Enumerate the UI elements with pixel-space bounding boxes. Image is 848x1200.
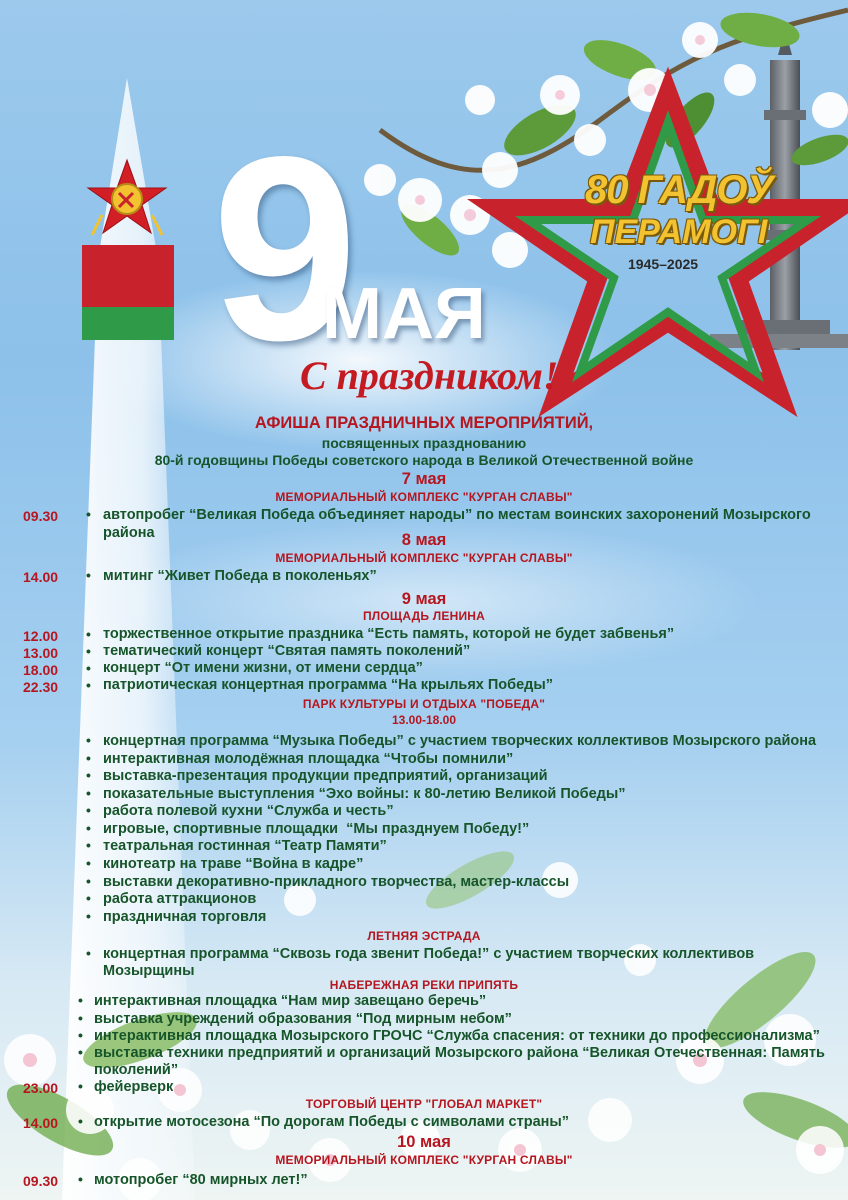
- list-item: показательные выступления “Эхо войны: к 80-летию Великой Победы”: [103, 786, 626, 802]
- list-item-cont: поколений”: [94, 1062, 179, 1078]
- venue-kurgan-slavy-8: МЕМОРИАЛЬНЫЙ КОМПЛЕКС "КУРГАН СЛАВЫ": [275, 551, 573, 565]
- list-item: выставка техники предприятий и организаций Мозырского района “Великая Отечественная: Память: [94, 1045, 825, 1061]
- event-text: автопробег “Великая Победа объединяет народы” по местам воинских захоронений Мозырского: [103, 507, 811, 523]
- bullet: •: [86, 945, 91, 961]
- date-may-8: 8 мая: [401, 531, 447, 549]
- emblem-years: 1945–2025: [628, 256, 699, 272]
- list-item: театральная гостинная “Театр Памяти”: [103, 838, 387, 854]
- event-time: 23.00: [23, 1080, 59, 1096]
- event-text: концерт “От имени жизни, от имени сердца”: [103, 660, 423, 676]
- list-item: праздничная торговля: [103, 909, 267, 925]
- bullet: •: [86, 677, 91, 693]
- bullet: •: [86, 626, 91, 642]
- event-time: 09.30: [23, 1173, 59, 1189]
- event-time: 09.30: [23, 508, 59, 524]
- date-may-10: 10 мая: [397, 1133, 451, 1151]
- greeting: С праздником!: [300, 353, 559, 398]
- event-text-cont: района: [103, 525, 155, 541]
- list-item: кинотеатр на траве “Война в кадре”: [103, 856, 364, 872]
- list-item: интерактивная молодёжная площадка “Чтобы помнили”: [103, 751, 514, 767]
- bullet: •: [86, 855, 91, 871]
- venue-pripyat-embankment: НАБЕРЕЖНАЯ РЕКИ ПРИПЯТЬ: [329, 978, 519, 992]
- bullet: •: [86, 660, 91, 676]
- poster-subtitle-2: 80-й годовщины Победы советского народа в Великой Отечественной войне: [154, 452, 694, 468]
- bullet: •: [86, 567, 91, 583]
- list-item: работа аттракционов: [103, 891, 257, 907]
- emblem-line-2: ПЕРАМОГІ: [590, 213, 768, 251]
- list-item: интерактивная площадка Мозырского ГРОЧС “Служба спасения: от техники до профессионализма”: [94, 1028, 820, 1044]
- date-may-9: 9 мая: [401, 590, 447, 608]
- bullet: •: [86, 506, 91, 522]
- day-number: 9: [212, 102, 358, 395]
- bullet: •: [78, 1010, 83, 1026]
- bullet: •: [86, 820, 91, 836]
- event-text: мотопробег “80 мирных лет!”: [94, 1172, 308, 1188]
- venue-lenin-square: ПЛОЩАДЬ ЛЕНИНА: [362, 609, 486, 623]
- list-item: игровые, спортивные площадки “Мы празднуем Победу!”: [103, 821, 530, 837]
- event-text: митинг “Живет Победа в поколеньях”: [103, 568, 377, 584]
- bullet: •: [78, 1027, 83, 1043]
- park-time-range: 13.00-18.00: [391, 713, 457, 727]
- venue-park-pobeda: ПАРК КУЛЬТУРЫ И ОТДЫХА "ПОБЕДА": [302, 697, 546, 711]
- event-text: открытие мотосезона “По дорогам Победы с символами страны”: [94, 1114, 570, 1130]
- emblem-line-1: 80 ГАДОЎ: [585, 168, 773, 212]
- list-item: концертная программа “Музыка Победы” с участием творческих коллективов Мозырского района: [103, 733, 817, 749]
- list-item: выставка учреждений образования “Под мирным небом”: [94, 1011, 512, 1027]
- event-text: фейерверк: [94, 1079, 174, 1095]
- bullet: •: [78, 992, 83, 1008]
- event-time: 12.00: [23, 628, 59, 644]
- venue-global-market: ТОРГОВЫЙ ЦЕНТР "ГЛОБАЛ МАРКЕТ": [305, 1097, 543, 1111]
- bullet: •: [86, 750, 91, 766]
- event-time: 14.00: [23, 1115, 59, 1131]
- list-item: концертная программа “Сквозь года звенит Победа!” с участием творческих коллективов: [103, 946, 755, 962]
- list-item: интерактивная площадка “Нам мир завещано беречь”: [94, 993, 487, 1009]
- event-text: торжественное открытие праздника “Есть память, которой не будет забвенья”: [103, 626, 675, 642]
- month-label: МАЯ: [322, 274, 486, 354]
- bullet: •: [78, 1044, 83, 1060]
- list-item: выставки декоративно-прикладного творчества, мастер-классы: [103, 874, 570, 890]
- bullet: •: [86, 908, 91, 924]
- event-text: патриотическая концертная программа “На крыльях Победы”: [103, 677, 554, 693]
- bullet: •: [86, 890, 91, 906]
- bullet: •: [86, 785, 91, 801]
- bullet: •: [86, 802, 91, 818]
- bullet: •: [78, 1078, 83, 1094]
- bullet: •: [86, 732, 91, 748]
- event-time: 14.00: [23, 569, 59, 585]
- bullet: •: [86, 873, 91, 889]
- date-may-7: 7 мая: [401, 470, 447, 488]
- event-time: 18.00: [23, 662, 59, 678]
- poster-subtitle-1: посвященных празднованию: [321, 435, 527, 451]
- list-item: выставка-презентация продукции предприятий, организаций: [103, 768, 548, 784]
- bullet: •: [78, 1171, 83, 1187]
- list-item: работа полевой кухни “Служба и честь”: [103, 803, 394, 819]
- bullet: •: [78, 1113, 83, 1129]
- venue-summer-stage: ЛЕТНЯЯ ЭСТРАДА: [367, 929, 481, 943]
- poster-title: АФИША ПРАЗДНИЧНЫХ МЕРОПРИЯТИЙ,: [254, 414, 594, 432]
- event-text: тематический концерт “Святая память поколений”: [103, 643, 471, 659]
- event-time: 22.30: [23, 679, 59, 695]
- bullet: •: [86, 837, 91, 853]
- bullet: •: [86, 767, 91, 783]
- list-item-cont: Мозырщины: [103, 963, 195, 979]
- venue-kurgan-slavy-10: МЕМОРИАЛЬНЫЙ КОМПЛЕКС "КУРГАН СЛАВЫ": [275, 1153, 573, 1167]
- bullet: •: [86, 643, 91, 659]
- event-time: 13.00: [23, 645, 59, 661]
- venue-kurgan-slavy-7: МЕМОРИАЛЬНЫЙ КОМПЛЕКС "КУРГАН СЛАВЫ": [275, 490, 573, 504]
